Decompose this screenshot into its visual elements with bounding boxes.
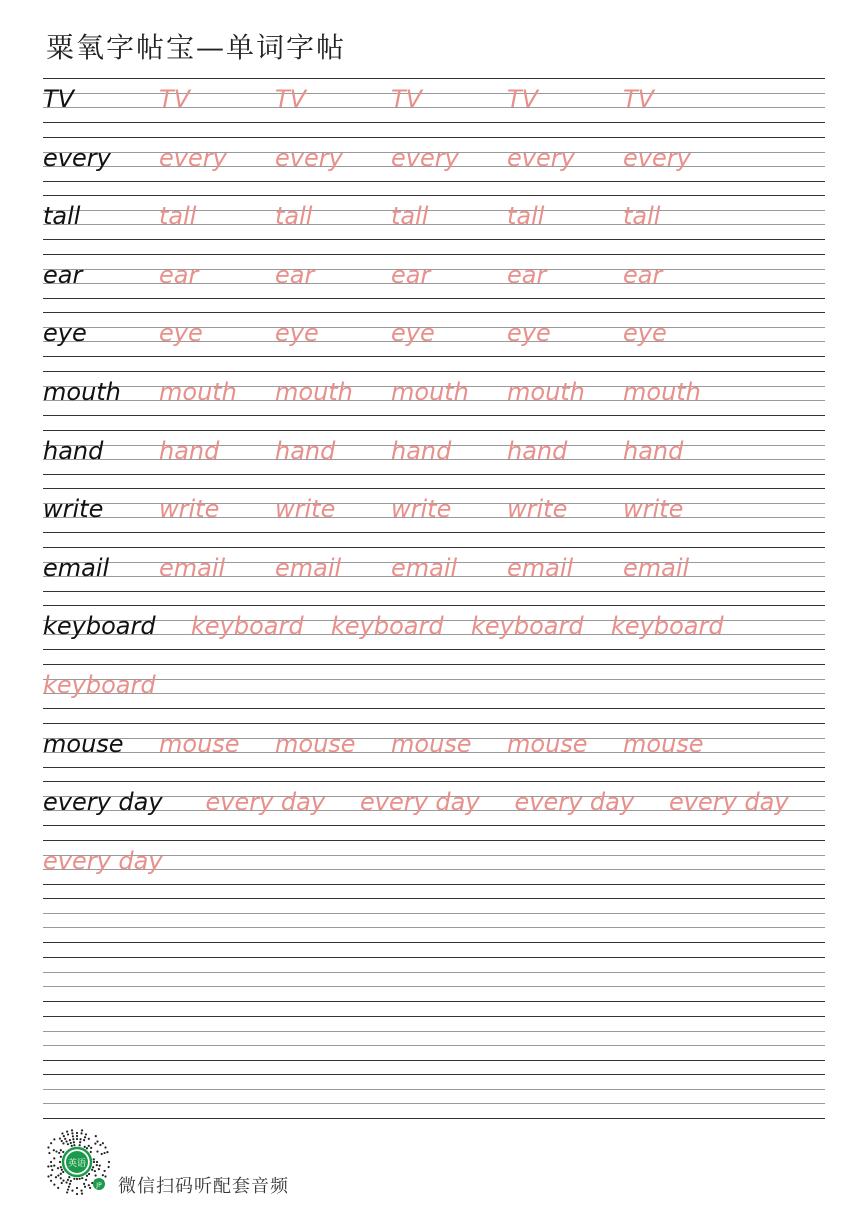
trace-word: write bbox=[507, 495, 568, 524]
guide-line bbox=[43, 723, 825, 724]
qr-small-badge-label: JP bbox=[96, 1182, 102, 1189]
trace-word: TV bbox=[159, 85, 191, 113]
guide-line bbox=[43, 664, 825, 665]
practice-row bbox=[43, 664, 825, 722]
trace-word: eye bbox=[623, 319, 667, 348]
qr-badge-label: 英语 bbox=[67, 1159, 87, 1169]
guide-line bbox=[43, 781, 825, 782]
trace-word: keyboard bbox=[191, 612, 304, 641]
guide-line bbox=[43, 708, 825, 709]
model-word: eye bbox=[43, 319, 87, 348]
guide-line bbox=[43, 1016, 825, 1017]
guide-line bbox=[43, 474, 825, 475]
trace-word: tall bbox=[623, 202, 661, 231]
trace-word: ear bbox=[391, 260, 431, 289]
guide-line bbox=[43, 547, 825, 548]
guide-line bbox=[43, 884, 825, 885]
practice-row bbox=[43, 137, 825, 195]
practice-row bbox=[43, 195, 825, 253]
trace-word: email bbox=[275, 553, 342, 582]
trace-word: mouth bbox=[159, 378, 237, 406]
model-word: mouth bbox=[43, 378, 121, 406]
guide-line bbox=[43, 679, 825, 680]
practice-row bbox=[43, 723, 825, 781]
guide-line bbox=[43, 942, 825, 943]
trace-word: mouth bbox=[275, 378, 353, 406]
model-word: TV bbox=[43, 85, 75, 113]
practice-row bbox=[43, 430, 825, 488]
guide-line bbox=[43, 137, 825, 138]
trace-word: tall bbox=[507, 202, 545, 231]
practice-row bbox=[43, 78, 825, 136]
trace-word: tall bbox=[275, 202, 313, 231]
guide-line bbox=[43, 181, 825, 182]
practice-row bbox=[43, 840, 825, 898]
guide-line bbox=[43, 312, 825, 313]
trace-word: keyboard bbox=[471, 612, 584, 641]
trace-word: ear bbox=[623, 260, 663, 289]
guide-line bbox=[43, 1118, 825, 1119]
trace-word: TV bbox=[275, 85, 307, 113]
guide-line bbox=[43, 1089, 825, 1090]
qr-code-icon[interactable] bbox=[42, 1128, 112, 1198]
guide-line bbox=[43, 1045, 825, 1046]
practice-row bbox=[43, 1016, 825, 1074]
guide-line bbox=[43, 239, 825, 240]
guide-line bbox=[43, 78, 825, 79]
trace-word: mouth bbox=[507, 378, 585, 406]
guide-line bbox=[43, 356, 825, 357]
trace-word: mouse bbox=[623, 729, 704, 758]
guide-line bbox=[43, 591, 825, 592]
guide-line bbox=[43, 1074, 825, 1075]
guide-line bbox=[43, 122, 825, 123]
practice-row bbox=[43, 781, 825, 839]
guide-line bbox=[43, 957, 825, 958]
trace-word: keyboard bbox=[43, 671, 156, 699]
trace-word: every bbox=[275, 143, 343, 172]
guide-line bbox=[43, 972, 825, 973]
trace-word: eye bbox=[391, 319, 435, 348]
trace-word: TV bbox=[391, 85, 423, 113]
guide-line bbox=[43, 898, 825, 899]
trace-word: mouse bbox=[275, 729, 356, 758]
trace-word: every day bbox=[205, 788, 326, 817]
trace-word: eye bbox=[507, 319, 551, 348]
model-word: every bbox=[43, 143, 111, 172]
trace-word: ear bbox=[507, 260, 547, 289]
guide-line bbox=[43, 840, 825, 841]
footer-caption: 微信扫码听配套音频 bbox=[118, 1176, 289, 1197]
guide-line bbox=[43, 1060, 825, 1061]
guide-line bbox=[43, 825, 825, 826]
model-word: every day bbox=[43, 788, 163, 817]
guide-line bbox=[43, 986, 825, 987]
guide-line bbox=[43, 767, 825, 768]
trace-word: ear bbox=[275, 260, 315, 289]
practice-row bbox=[43, 371, 825, 429]
model-word: keyboard bbox=[43, 612, 156, 641]
trace-word: every day bbox=[669, 788, 789, 817]
page-title: 粟氧字帖宝—单词字帖 bbox=[46, 31, 347, 64]
trace-word: every bbox=[507, 143, 575, 172]
trace-word: tall bbox=[159, 202, 197, 231]
trace-word: write bbox=[391, 495, 452, 524]
trace-word: hand bbox=[275, 436, 336, 465]
trace-word: every day bbox=[360, 788, 480, 817]
trace-word: write bbox=[159, 495, 220, 524]
practice-row bbox=[43, 312, 825, 370]
guide-line bbox=[43, 1103, 825, 1104]
guide-line bbox=[43, 415, 825, 416]
trace-word: every bbox=[391, 143, 459, 172]
guide-line bbox=[43, 605, 825, 606]
practice-row bbox=[43, 957, 825, 1015]
model-word: write bbox=[43, 495, 104, 524]
trace-word: tall bbox=[391, 202, 429, 231]
trace-word: email bbox=[507, 553, 574, 582]
guide-line bbox=[43, 430, 825, 431]
model-word: hand bbox=[43, 436, 104, 465]
practice-row bbox=[43, 488, 825, 546]
model-word: tall bbox=[43, 202, 81, 231]
guide-line bbox=[43, 195, 825, 196]
trace-word: hand bbox=[623, 436, 684, 465]
trace-word: eye bbox=[275, 319, 319, 348]
trace-word: every bbox=[623, 143, 691, 172]
guide-line bbox=[43, 254, 825, 255]
trace-word: mouse bbox=[159, 729, 240, 758]
trace-word: mouse bbox=[507, 729, 588, 758]
trace-word: TV bbox=[507, 85, 539, 113]
guide-line bbox=[43, 1001, 825, 1002]
trace-word: keyboard bbox=[611, 612, 724, 641]
trace-word: hand bbox=[159, 436, 220, 465]
trace-word: mouse bbox=[391, 729, 472, 758]
trace-word: mouth bbox=[623, 378, 701, 406]
practice-row bbox=[43, 547, 825, 605]
guide-line bbox=[43, 913, 825, 914]
trace-word: write bbox=[275, 495, 336, 524]
trace-word: email bbox=[159, 553, 226, 582]
practice-row bbox=[43, 1074, 825, 1132]
trace-word: mouth bbox=[391, 378, 469, 406]
practice-row bbox=[43, 254, 825, 312]
trace-word: email bbox=[391, 553, 458, 582]
model-word: mouse bbox=[43, 729, 124, 758]
trace-word: eye bbox=[159, 319, 203, 348]
model-word: email bbox=[43, 553, 110, 582]
guide-line bbox=[43, 532, 825, 533]
trace-word: hand bbox=[507, 436, 568, 465]
trace-word: every bbox=[159, 143, 227, 172]
guide-line bbox=[43, 927, 825, 928]
guide-line bbox=[43, 693, 825, 694]
trace-word: write bbox=[623, 495, 684, 524]
trace-word: TV bbox=[623, 85, 655, 113]
practice-row bbox=[43, 898, 825, 956]
guide-line bbox=[43, 371, 825, 372]
practice-row bbox=[43, 605, 825, 663]
trace-word: hand bbox=[391, 436, 452, 465]
model-word: ear bbox=[43, 260, 83, 289]
trace-word: ear bbox=[159, 260, 199, 289]
guide-line bbox=[43, 488, 825, 489]
trace-word: email bbox=[623, 553, 690, 582]
trace-word: keyboard bbox=[331, 612, 444, 641]
trace-word: every day bbox=[514, 788, 635, 817]
trace-word: every day bbox=[43, 846, 163, 875]
guide-line bbox=[43, 1031, 825, 1032]
guide-line bbox=[43, 649, 825, 650]
guide-line bbox=[43, 298, 825, 299]
